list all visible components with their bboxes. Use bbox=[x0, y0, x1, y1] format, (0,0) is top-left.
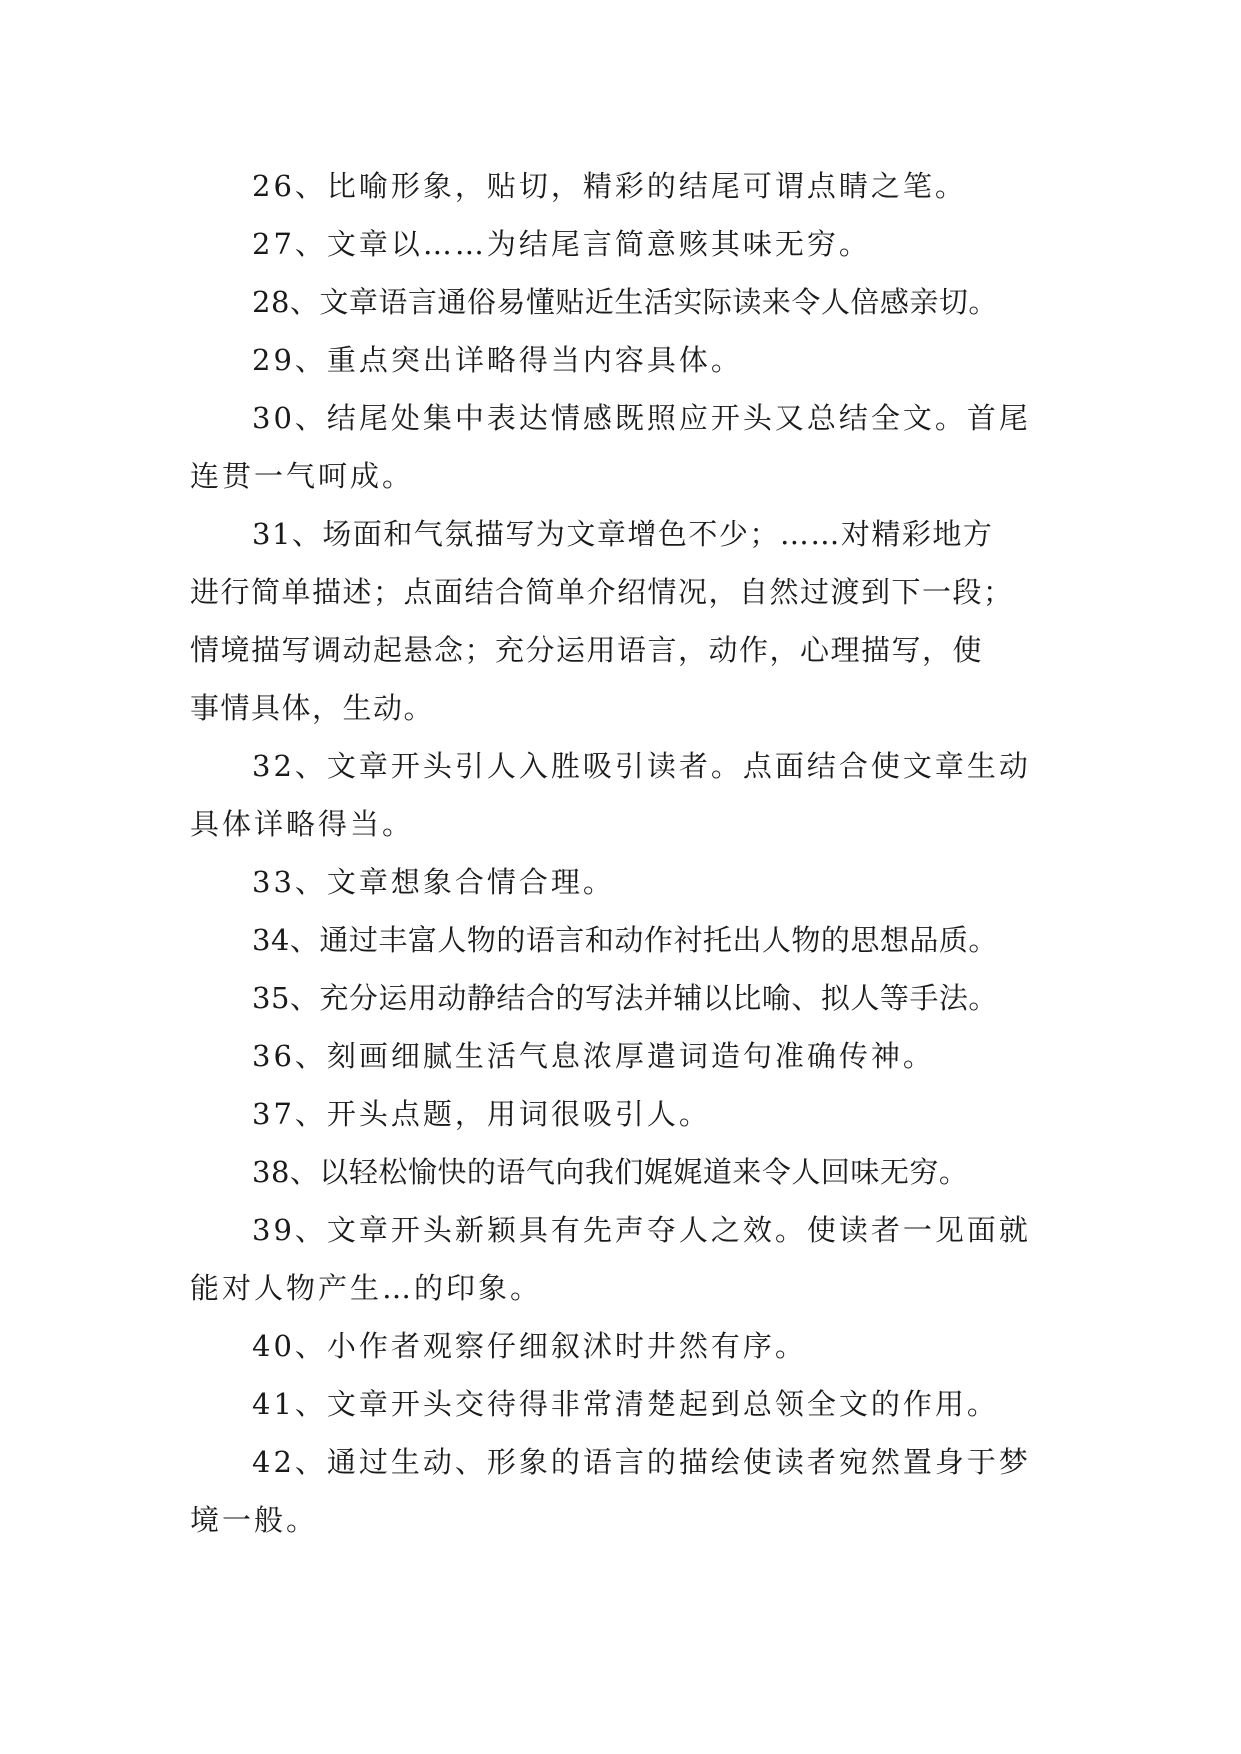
text-line: 26、比喻形象，贴切，精彩的结尾可谓点睛之笔。 bbox=[252, 169, 967, 203]
text-line: 42、通过生动、形象的语言的描绘使读者宛然置身于梦 bbox=[252, 1445, 1031, 1479]
text-line: 35、充分运用动静结合的写法并辅以比喻、拟人等手法。 bbox=[252, 981, 998, 1015]
list-item bbox=[190, 853, 1090, 911]
list-item bbox=[190, 911, 1090, 969]
text-line: 39、文章开头新颖具有先声夺人之效。使读者一见面就 bbox=[252, 1213, 1031, 1247]
text-line: 27、文章以……为结尾言简意赅其味无穷。 bbox=[252, 227, 871, 261]
text-line: 情境描写调动起悬念；充分运用语言，动作，心理描写，使 bbox=[190, 633, 984, 667]
list-item bbox=[190, 157, 1090, 215]
text-line: 进行简单描述；点面结合简单介绍情况，自然过渡到下一段； bbox=[190, 575, 1014, 609]
list-item bbox=[190, 1143, 1090, 1201]
list-item bbox=[190, 1085, 1090, 1143]
list-item bbox=[190, 737, 1090, 853]
text-line: 29、重点突出详略得当内容具体。 bbox=[252, 343, 743, 377]
document-body bbox=[190, 157, 1090, 1549]
list-item bbox=[190, 1027, 1090, 1085]
text-line: 能对人物产生…的印象。 bbox=[190, 1271, 543, 1305]
text-line: 40、小作者观察仔细叙沭时井然有序。 bbox=[252, 1329, 807, 1363]
list-item bbox=[190, 1375, 1090, 1433]
text-line: 36、刻画细腻生活气息浓厚遣词造句准确传神。 bbox=[252, 1039, 935, 1073]
list-item bbox=[190, 1201, 1090, 1317]
text-line: 41、文章开头交待得非常清楚起到总领全文的作用。 bbox=[252, 1387, 999, 1421]
text-line: 具体详略得当。 bbox=[190, 807, 415, 841]
text-line: 34、通过丰富人物的语言和动作衬托出人物的思想品质。 bbox=[252, 923, 998, 957]
text-line: 事情具体，生动。 bbox=[190, 691, 435, 725]
text-line: 境一般。 bbox=[190, 1503, 319, 1537]
list-item bbox=[190, 505, 1090, 737]
list-item bbox=[190, 215, 1090, 273]
list-item bbox=[190, 273, 1090, 331]
text-line: 37、开头点题，用词很吸引人。 bbox=[252, 1097, 711, 1131]
text-line: 38、以轻松愉快的语气向我们娓娓道来令人回味无穷。 bbox=[252, 1155, 969, 1189]
text-line: 连贯一气呵成。 bbox=[190, 459, 415, 493]
text-line: 31、场面和气氛描写为文章增色不少；……对精彩地方 bbox=[252, 517, 994, 551]
text-line: 30、结尾处集中表达情感既照应开头又总结全文。首尾 bbox=[252, 401, 1031, 435]
list-item bbox=[190, 1317, 1090, 1375]
list-item bbox=[190, 331, 1090, 389]
list-item bbox=[190, 389, 1090, 505]
text-line: 28、文章语言通俗易懂贴近生活实际读来令人倍感亲切。 bbox=[252, 285, 998, 319]
text-line: 33、文章想象合情合理。 bbox=[252, 865, 615, 899]
list-item bbox=[190, 969, 1090, 1027]
list-item bbox=[190, 1433, 1090, 1549]
text-line: 32、文章开头引人入胜吸引读者。点面结合使文章生动 bbox=[252, 749, 1031, 783]
